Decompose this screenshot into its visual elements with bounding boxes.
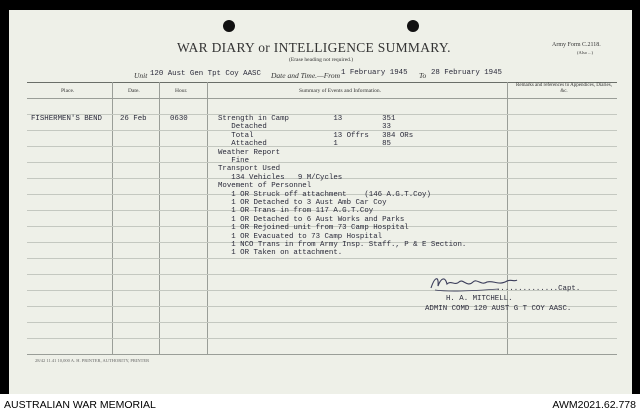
summary-line: 1 OR Evacuated to 73 Camp Hospital xyxy=(218,232,383,241)
col-header-place: Place. xyxy=(61,88,75,94)
summary-line: Weather Report xyxy=(218,148,281,157)
summary-line: 1 OR Detached to 6 Aust Works and Parks xyxy=(218,215,405,224)
printer-imprint: 28/42 11.41 10,000 A. H. PRINTER, AUTHORITY, PRINTER xyxy=(35,358,150,363)
summary-line: Total 13 Offrs 384 ORs xyxy=(218,131,414,140)
col-header-date: Date. xyxy=(128,88,140,94)
date-label: Date and Time.—From xyxy=(271,71,341,80)
col-header-hour: Hour. xyxy=(175,88,188,94)
summary-line: Strength in Camp 13 351 xyxy=(218,115,396,123)
ruled-line xyxy=(27,162,617,163)
header-rule xyxy=(27,98,617,99)
summary-line: Detached 33 xyxy=(218,123,391,132)
column-divider xyxy=(207,82,208,354)
diary-page xyxy=(9,10,632,394)
entry-place: FISHERMEN'S BEND xyxy=(31,115,102,123)
signatory-name: H. A. MITCHELL. xyxy=(446,295,513,303)
col-header-remarks: Remarks and references to Appendices, Diaries, &c. xyxy=(516,83,612,94)
summary-line: 134 Vehicles 9 M/Cycles xyxy=(218,173,343,182)
summary-line: 1 OR Detached to 3 Aust Amb Car Coy xyxy=(218,199,387,207)
to-label: To xyxy=(419,71,427,80)
footer-institution: AUSTRALIAN WAR MEMORIAL xyxy=(4,399,156,411)
footer-reference: AWM2021.62.778 xyxy=(552,399,636,411)
summary-line: Movement of Personnel xyxy=(218,182,312,191)
entry-date: 26 Feb xyxy=(120,115,147,123)
summary-line: 1 OR Trans in from 117 A.G.T.Coy xyxy=(218,207,374,216)
punch-hole xyxy=(223,20,235,32)
date-to: 28 February 1945 xyxy=(431,69,502,77)
unit-value: 120 Aust Gen Tpt Coy AASC xyxy=(150,70,261,78)
ruled-line xyxy=(27,258,617,259)
form-number-note: (Also ...) xyxy=(577,50,593,55)
punch-hole xyxy=(407,20,419,32)
column-divider xyxy=(112,82,113,354)
summary-line: 1 NCO Trans in from Army Insp. Staff., P & E Section. xyxy=(218,241,467,249)
ruled-line xyxy=(27,322,617,323)
archive-footer xyxy=(0,394,640,417)
table-bottom-rule xyxy=(27,354,617,355)
summary-line: 1 OR Rejoined unit from 73 Camp Hospital xyxy=(218,224,409,233)
ruled-line xyxy=(27,338,617,339)
signatory-title: ADMIN COMD 120 AUST G T COY AASC. xyxy=(425,305,572,313)
signature-dots: ..............Capt. xyxy=(496,285,581,293)
form-subtitle: (Erase heading not required.) xyxy=(289,57,354,63)
col-header-summary: Summary of Events and Information. xyxy=(299,88,382,94)
column-divider xyxy=(507,82,508,354)
summary-line: Transport Used xyxy=(218,165,281,174)
form-number: Army Form C.2118. xyxy=(552,42,601,48)
entry-hour: 0630 xyxy=(170,115,188,123)
unit-label: Unit xyxy=(134,71,148,80)
date-from: 1 February 1945 xyxy=(341,69,408,77)
form-title: WAR DIARY or INTELLIGENCE SUMMARY. xyxy=(177,40,451,55)
summary-line: 1 OR Taken on attachment. xyxy=(218,249,343,258)
column-divider xyxy=(159,82,160,354)
summary-line: Fine xyxy=(218,157,250,165)
summary-line: Attached 1 85 xyxy=(218,140,391,149)
ruled-line xyxy=(27,274,617,275)
summary-line: 1 OR Struck off attachment (146 A.G.T.Coy) xyxy=(218,190,431,199)
